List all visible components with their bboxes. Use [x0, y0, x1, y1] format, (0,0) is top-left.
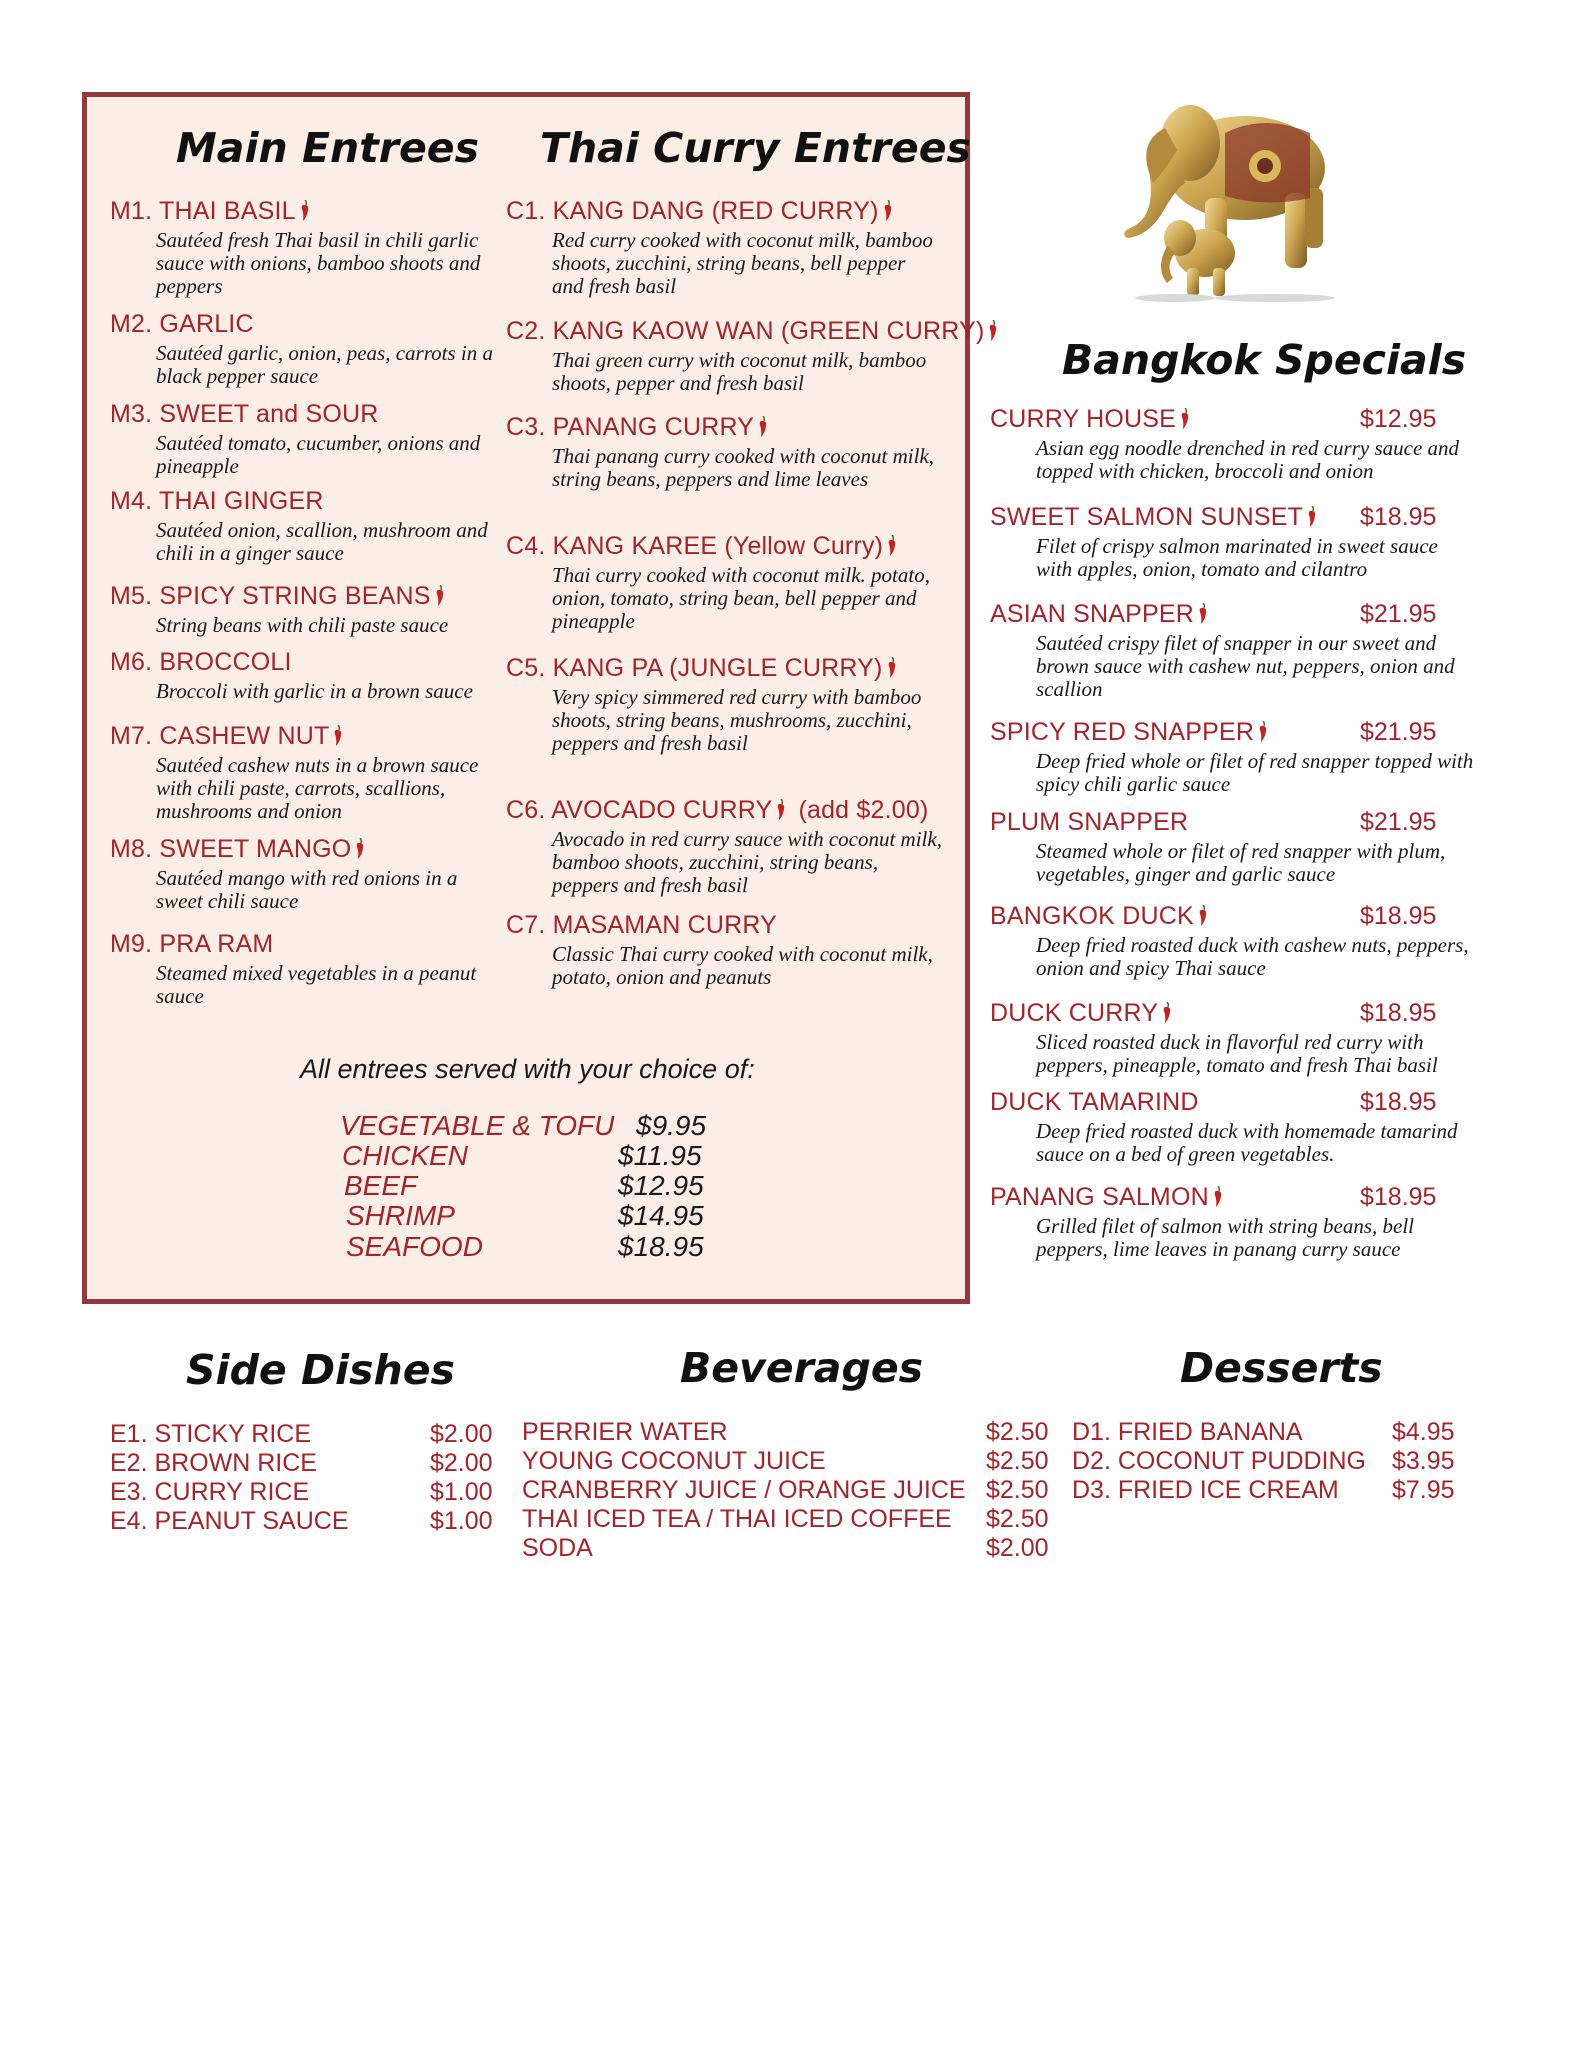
item-description: Thai curry cooked with coconut milk. potato, onion, tomato, string bean, bell pepper and pineapple [552, 563, 930, 633]
item-name: YOUNG COCONUT JUICE [522, 1447, 826, 1475]
item-price: $18.95 [1360, 902, 1437, 930]
item-name-row [506, 654, 946, 683]
item-description: String beans with chili paste sauce [156, 613, 449, 637]
item-description: Steamed mixed vegetables in a peanut sauce [156, 961, 477, 1008]
menu-item [990, 503, 1480, 581]
chili-pepper-icon [883, 200, 893, 222]
item-description: Classic Thai curry cooked with coconut milk, potato, onion and peanuts [552, 942, 933, 989]
item-price: $2.00 [430, 1420, 493, 1448]
menu-item [506, 911, 946, 989]
item-description: Thai green curry with coconut milk, bamboo shoots, pepper and fresh basil [552, 348, 927, 395]
menu-item [110, 722, 510, 823]
menu-item [990, 1183, 1480, 1261]
item-price: $2.50 [986, 1476, 1049, 1504]
chili-pepper-icon [1198, 603, 1208, 625]
item-price: $4.95 [1392, 1418, 1455, 1446]
item-name: M8. SWEET MANGO [110, 835, 352, 863]
choice-price: $14.95 [618, 1200, 704, 1231]
item-name: SPICY RED SNAPPER [990, 718, 1255, 746]
chili-pepper-icon [333, 725, 343, 747]
item-price: $18.95 [1360, 503, 1437, 531]
menu-item [110, 310, 510, 388]
menu-item [990, 1088, 1480, 1166]
item-description: Asian egg noodle drenched in red curry sauce and topped with chicken, broccoli and onion [1036, 436, 1460, 483]
item-name: M5. SPICY STRING BEANS [110, 582, 431, 610]
choice-name: BEEF [344, 1170, 418, 1201]
choice-price: $9.95 [636, 1110, 707, 1141]
side-dishes-title: Side Dishes [186, 1346, 455, 1394]
choice-name: SHRIMP [346, 1200, 455, 1231]
chili-pepper-icon [1258, 721, 1268, 743]
item-price: $2.00 [986, 1534, 1049, 1562]
item-price: $12.95 [1360, 405, 1437, 433]
item-description: Steamed whole or filet of red snapper with plum, vegetables, ginger and garlic sauce [1036, 839, 1446, 886]
item-name: C3. PANANG CURRY [506, 413, 755, 441]
chili-pepper-icon [1213, 1186, 1223, 1208]
choice-name: VEGETABLE & TOFU [340, 1110, 615, 1141]
menu-item [990, 600, 1480, 701]
menu-item [110, 197, 510, 298]
item-name-row [506, 317, 985, 346]
item-name: THAI ICED TEA / THAI ICED COFFEE [522, 1505, 952, 1533]
item-name: M4. THAI GINGER [110, 487, 324, 515]
item-price: $18.95 [1360, 999, 1437, 1027]
elephant-statue-image [1105, 88, 1355, 303]
item-price: $18.95 [1360, 1183, 1437, 1211]
item-name: M3. SWEET and SOUR [110, 400, 379, 428]
item-name: C5. KANG PA (JUNGLE CURRY) [506, 654, 883, 682]
item-name-row [506, 532, 946, 561]
item-name-row [110, 648, 510, 677]
menu-item [110, 930, 510, 1008]
item-name: M1. THAI BASIL [110, 197, 296, 225]
item-name-row [110, 582, 510, 611]
item-name: CURRY HOUSE [990, 405, 1177, 433]
item-description: Very spicy simmered red curry with bamboo shoots, string beans, mushrooms, zucchini, peppers and fresh basil [552, 685, 922, 755]
item-price: $2.50 [986, 1505, 1049, 1533]
item-name: E4. PEANUT SAUCE [110, 1507, 349, 1535]
chili-pepper-icon [300, 200, 310, 222]
menu-item [506, 317, 985, 395]
item-name-row [110, 400, 510, 429]
menu-item [506, 197, 946, 298]
choice-option [340, 1110, 614, 1142]
item-name: E3. CURRY RICE [110, 1478, 310, 1506]
item-description: Sautéed onion, scallion, mushroom and chili in a ginger sauce [156, 518, 488, 565]
item-name: SODA [522, 1534, 593, 1562]
menu-item [506, 532, 946, 633]
item-name: C6. AVOCADO CURRY [506, 796, 773, 824]
item-name: E2. BROWN RICE [110, 1449, 317, 1477]
chili-pepper-icon [1307, 506, 1317, 528]
item-name: ASIAN SNAPPER [990, 600, 1195, 628]
chili-pepper-icon [1180, 408, 1190, 430]
item-name-row [506, 911, 946, 940]
item-name: C1. KANG DANG (RED CURRY) [506, 197, 879, 225]
chili-pepper-icon [1198, 905, 1208, 927]
item-name: E1. STICKY RICE [110, 1420, 311, 1448]
choice-option [344, 1170, 417, 1202]
chili-pepper-icon [1162, 1002, 1172, 1024]
item-price: $2.50 [986, 1418, 1049, 1446]
item-name: D3. FRIED ICE CREAM [1072, 1476, 1339, 1504]
menu-item [110, 487, 510, 565]
bangkok-specials-title: Bangkok Specials [1062, 336, 1467, 384]
choice-price: $12.95 [618, 1170, 704, 1201]
item-name-row [110, 310, 510, 339]
item-price: $21.95 [1360, 600, 1437, 628]
item-description: Sautéed mango with red onions in a sweet chili sauce [156, 866, 458, 913]
item-name: M2. GARLIC [110, 310, 254, 338]
item-price: $21.95 [1360, 808, 1437, 836]
item-description: Thai panang curry cooked with coconut milk, string beans, peppers and lime leaves [552, 444, 935, 491]
item-description: Red curry cooked with coconut milk, bamboo shoots, zucchini, string beans, bell pepper and fresh basil [552, 228, 933, 298]
chili-pepper-icon [887, 535, 897, 557]
item-description: Sautéed garlic, onion, peas, carrots in a black pepper sauce [156, 341, 493, 388]
item-name: D1. FRIED BANANA [1072, 1418, 1303, 1446]
item-description: Broccoli with garlic in a brown sauce [156, 679, 473, 703]
item-price: $1.00 [430, 1507, 493, 1535]
beverages-title: Beverages [680, 1344, 924, 1392]
item-name-row [506, 197, 946, 226]
menu-item [990, 808, 1480, 886]
main-entrees-title: Main Entrees [176, 124, 480, 172]
menu-item [110, 835, 510, 913]
item-name-row [506, 413, 946, 442]
item-price: $21.95 [1360, 718, 1437, 746]
choice-option [346, 1200, 455, 1232]
chili-pepper-icon [988, 320, 998, 342]
item-description: Deep fried roasted duck with homemade tamarind sauce on a bed of green vegetables. [1036, 1119, 1458, 1166]
item-price: $3.95 [1392, 1447, 1455, 1475]
item-description: Sautéed crispy filet of snapper in our sweet and brown sauce with cashew nut, peppers, onion and scallion [1036, 631, 1455, 701]
item-price: $18.95 [1360, 1088, 1437, 1116]
menu-item [990, 718, 1480, 796]
curry-entrees-title: Thai Curry Entrees [540, 124, 971, 172]
item-name-row [110, 930, 510, 959]
item-description: Deep fried whole or filet of red snapper topped with spicy chili garlic sauce [1036, 749, 1474, 796]
item-name: DUCK TAMARIND [990, 1088, 1199, 1116]
menu-item [110, 400, 510, 478]
item-description: Filet of crispy salmon marinated in sweet sauce with apples, onion, tomato and cilantro [1036, 534, 1438, 581]
choices-heading: All entrees served with your choice of: [300, 1054, 755, 1084]
item-price: $2.00 [430, 1449, 493, 1477]
desserts-title: Desserts [1180, 1344, 1383, 1392]
menu-item [990, 999, 1480, 1077]
chili-pepper-icon [887, 657, 897, 679]
choice-price: $11.95 [618, 1140, 702, 1171]
item-name: CRANBERRY JUICE / ORANGE JUICE [522, 1476, 966, 1504]
item-name: M9. PRA RAM [110, 930, 274, 958]
item-name: D2. COCONUT PUDDING [1072, 1447, 1367, 1475]
item-name-row [110, 722, 510, 751]
item-name: C4. KANG KAREE (Yellow Curry) [506, 532, 884, 560]
item-extra-price: (add $2.00) [798, 796, 929, 824]
item-price: $7.95 [1392, 1476, 1455, 1504]
item-name-row [110, 197, 510, 226]
chili-pepper-icon [758, 416, 768, 438]
choice-option [342, 1140, 468, 1172]
item-name: C7. MASAMAN CURRY [506, 911, 778, 939]
item-name: M7. CASHEW NUT [110, 722, 330, 750]
menu-item [506, 796, 946, 897]
menu-item [506, 654, 946, 755]
item-description: Deep fried roasted duck with cashew nuts, peppers, onion and spicy Thai sauce [1036, 933, 1469, 980]
item-name-row [110, 487, 510, 516]
item-name-row [110, 835, 510, 864]
menu-item [990, 405, 1480, 483]
item-name: M6. BROCCOLI [110, 648, 292, 676]
item-name: PANANG SALMON [990, 1183, 1209, 1211]
menu-item [506, 413, 946, 491]
item-name: C2. KANG KAOW WAN (GREEN CURRY) [506, 317, 985, 345]
choice-name: SEAFOOD [346, 1231, 483, 1262]
item-name: SWEET SALMON SUNSET [990, 503, 1304, 531]
item-description: Sautéed fresh Thai basil in chili garlic sauce with onions, bamboo shoots and peppers [156, 228, 481, 298]
item-name: PLUM SNAPPER [990, 808, 1189, 836]
item-name: DUCK CURRY [990, 999, 1159, 1027]
chili-pepper-icon [355, 838, 365, 860]
choice-option [346, 1231, 483, 1263]
choice-price: $18.95 [618, 1231, 704, 1262]
item-price: $1.00 [430, 1478, 493, 1506]
menu-item [990, 902, 1480, 980]
item-name: PERRIER WATER [522, 1418, 728, 1446]
item-description: Grilled filet of salmon with string beans, bell peppers, lime leaves in panang curry sauce [1036, 1214, 1414, 1261]
chili-pepper-icon [776, 799, 786, 821]
item-price: $2.50 [986, 1447, 1049, 1475]
item-description: Avocado in red curry sauce with coconut milk, bamboo shoots, zucchini, string beans, peppers and fresh basil [552, 827, 942, 897]
menu-item [110, 648, 510, 703]
item-name-row [506, 796, 946, 825]
menu-item [110, 582, 510, 637]
item-description: Sautéed tomato, cucumber, onions and pineapple [156, 431, 481, 478]
item-name: BANGKOK DUCK [990, 902, 1194, 930]
item-description: Sliced roasted duck in flavorful red curry with peppers, pineapple, tomato and fresh Thai basil [1036, 1030, 1438, 1077]
choice-name: CHICKEN [342, 1140, 469, 1171]
chili-pepper-icon [435, 585, 445, 607]
item-description: Sautéed cashew nuts in a brown sauce with chili paste, carrots, scallions, mushrooms and onion [156, 753, 479, 823]
